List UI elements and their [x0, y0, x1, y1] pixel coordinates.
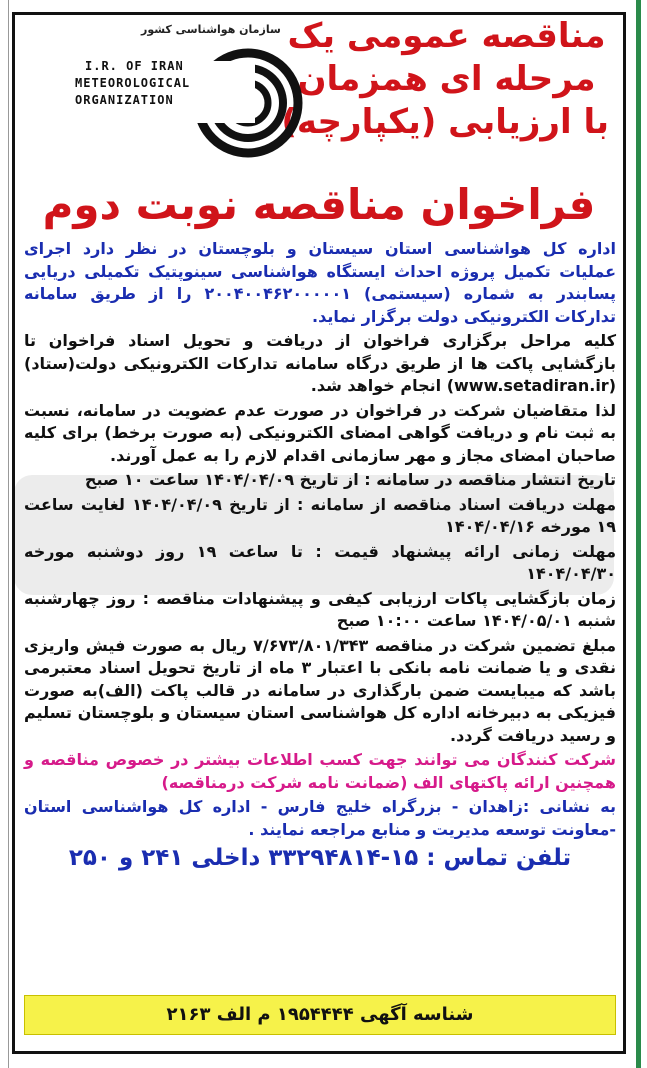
- org-name-en-line-2: METEOROLOGICAL: [75, 76, 191, 90]
- meteorological-organization-logo-icon: [193, 41, 303, 161]
- org-name-en-line-3: ORGANIZATION: [75, 93, 174, 107]
- guarantee-paragraph: مبلغ تضمین شرکت در مناقصه ۷/۶۷۳/۸۰۱/۳۴۳ ریال به صورت فیش واریزی نقدی و یا ضمانت نامه بانکی با اعتبار ۳ ماه از تاریخ تحویل اسناد معتبرمی باشد که میبایست ضمن بارگذاری در سامانه در قالب پاکت (الف)به صورت فیزیکی به دبیرخانه اداره کل هواشناسی استان سیستان و بلوچستان تسلیم و رسید دریافت گردد.: [24, 635, 617, 745]
- document-deadline: مهلت دریافت اسناد مناقصه از سامانه : از تاریخ ۱۴۰۴/۰۴/۰۹ لغایت ساعت ۱۹ مورخه ۱۴۰۴/۰۴/۱۶: [24, 494, 616, 536]
- green-edge-bar: [636, 0, 641, 1068]
- publish-date: تاریخ انتشار مناقصه در سامانه : از تاریخ ۱۴۰۴/۰۴/۰۹ ساعت ۱۰ صبح: [84, 470, 616, 489]
- ad-header: [15, 15, 623, 170]
- address-paragraph: به نشانی :زاهدان - بزرگراه خلیج فارس - اداره کل هواشناسی استان -معاونت توسعه مدیریت و منابع مراجعه نمایند .: [24, 797, 616, 839]
- org-name-fa: سازمان هواشناسی کشور: [141, 23, 281, 36]
- left-page-edge: [0, 0, 9, 1068]
- info-paragraph: شرکت کنندگان می توانند جهت کسب اطلاعات بیشتر در خصوص مناقصه و همچنین ارائه پاکتهای الف (ضمانت نامه شرکت درمناقصه): [24, 750, 616, 792]
- ad-id-box: شناسه آگهی ۱۹۵۴۴۴۴ م الف ۲۱۶۳: [24, 995, 616, 1035]
- opening-time: زمان بازگشایی پاکات ارزیابی کیفی و پیشنهادات مناقصه : روز چهارشنبه شنبه ۱۴۰۴/۰۵/۰۱ ساعت ۱۰:۰۰ صبح: [24, 588, 616, 630]
- tender-title-line-3: با ارزیابی (یکپارچه): [281, 102, 609, 142]
- org-name-en-line-1: I.R. OF IRAN: [85, 59, 184, 73]
- ad-body: [24, 238, 616, 875]
- setad-paragraph: کلیه مراحل برگزاری فراخوان از دریافت و تحویل اسناد فراخوان تا بازگشایی پاکت ها از طریق درگاه سامانه تدارکات الکترونیکی دولت(ستاد) (www.setadiran.ir) انجام خواهد شد.: [24, 331, 616, 395]
- call-title: فراخوان مناقصه نوبت دوم: [42, 180, 596, 229]
- intro-paragraph: اداره کل هواشناسی استان سیستان و بلوچستان در نظر دارد اجرای عملیات تکمیل پروژه احداث ایستگاه هواشناسی سینوپتیک تکمیلی دریایی پسابندر به شماره (سیستمی) ۲۰۰۴۰۰۴۶۲۰۰۰۰۰۱ را از طریق سامانه تدارکات الکترونیکی دولت برگزار نماید.: [24, 239, 616, 326]
- tender-title: [281, 15, 609, 144]
- tender-title-line-1: مناقصه عمومی یک: [287, 16, 606, 56]
- contact-phone: تلفن تماس : ۱۵-۳۳۲۹۴۸۱۴ داخلی ۲۴۱ و ۲۵۰: [68, 845, 572, 871]
- right-page-edge: [630, 0, 647, 1068]
- bid-deadline: مهلت زمانی ارائه پیشنهاد قیمت : تا ساعت ۱۹ روز دوشنبه مورخه ۱۴۰۴/۰۴/۳۰: [24, 541, 616, 583]
- tender-title-line-2: مرحله ای همزمان: [297, 59, 596, 99]
- organization-logo: [45, 21, 305, 161]
- membership-paragraph: لذا متقاضیان شرکت در فراخوان در صورت عدم عضویت در سامانه، نسبت به ثبت نام و دریافت گواهی امضای الکترونیکی (به صورت برخط) برای کلیه صاحبان امضای مجاز و مهر سازمانی اقدام لازم را به عمل آورند.: [24, 400, 616, 465]
